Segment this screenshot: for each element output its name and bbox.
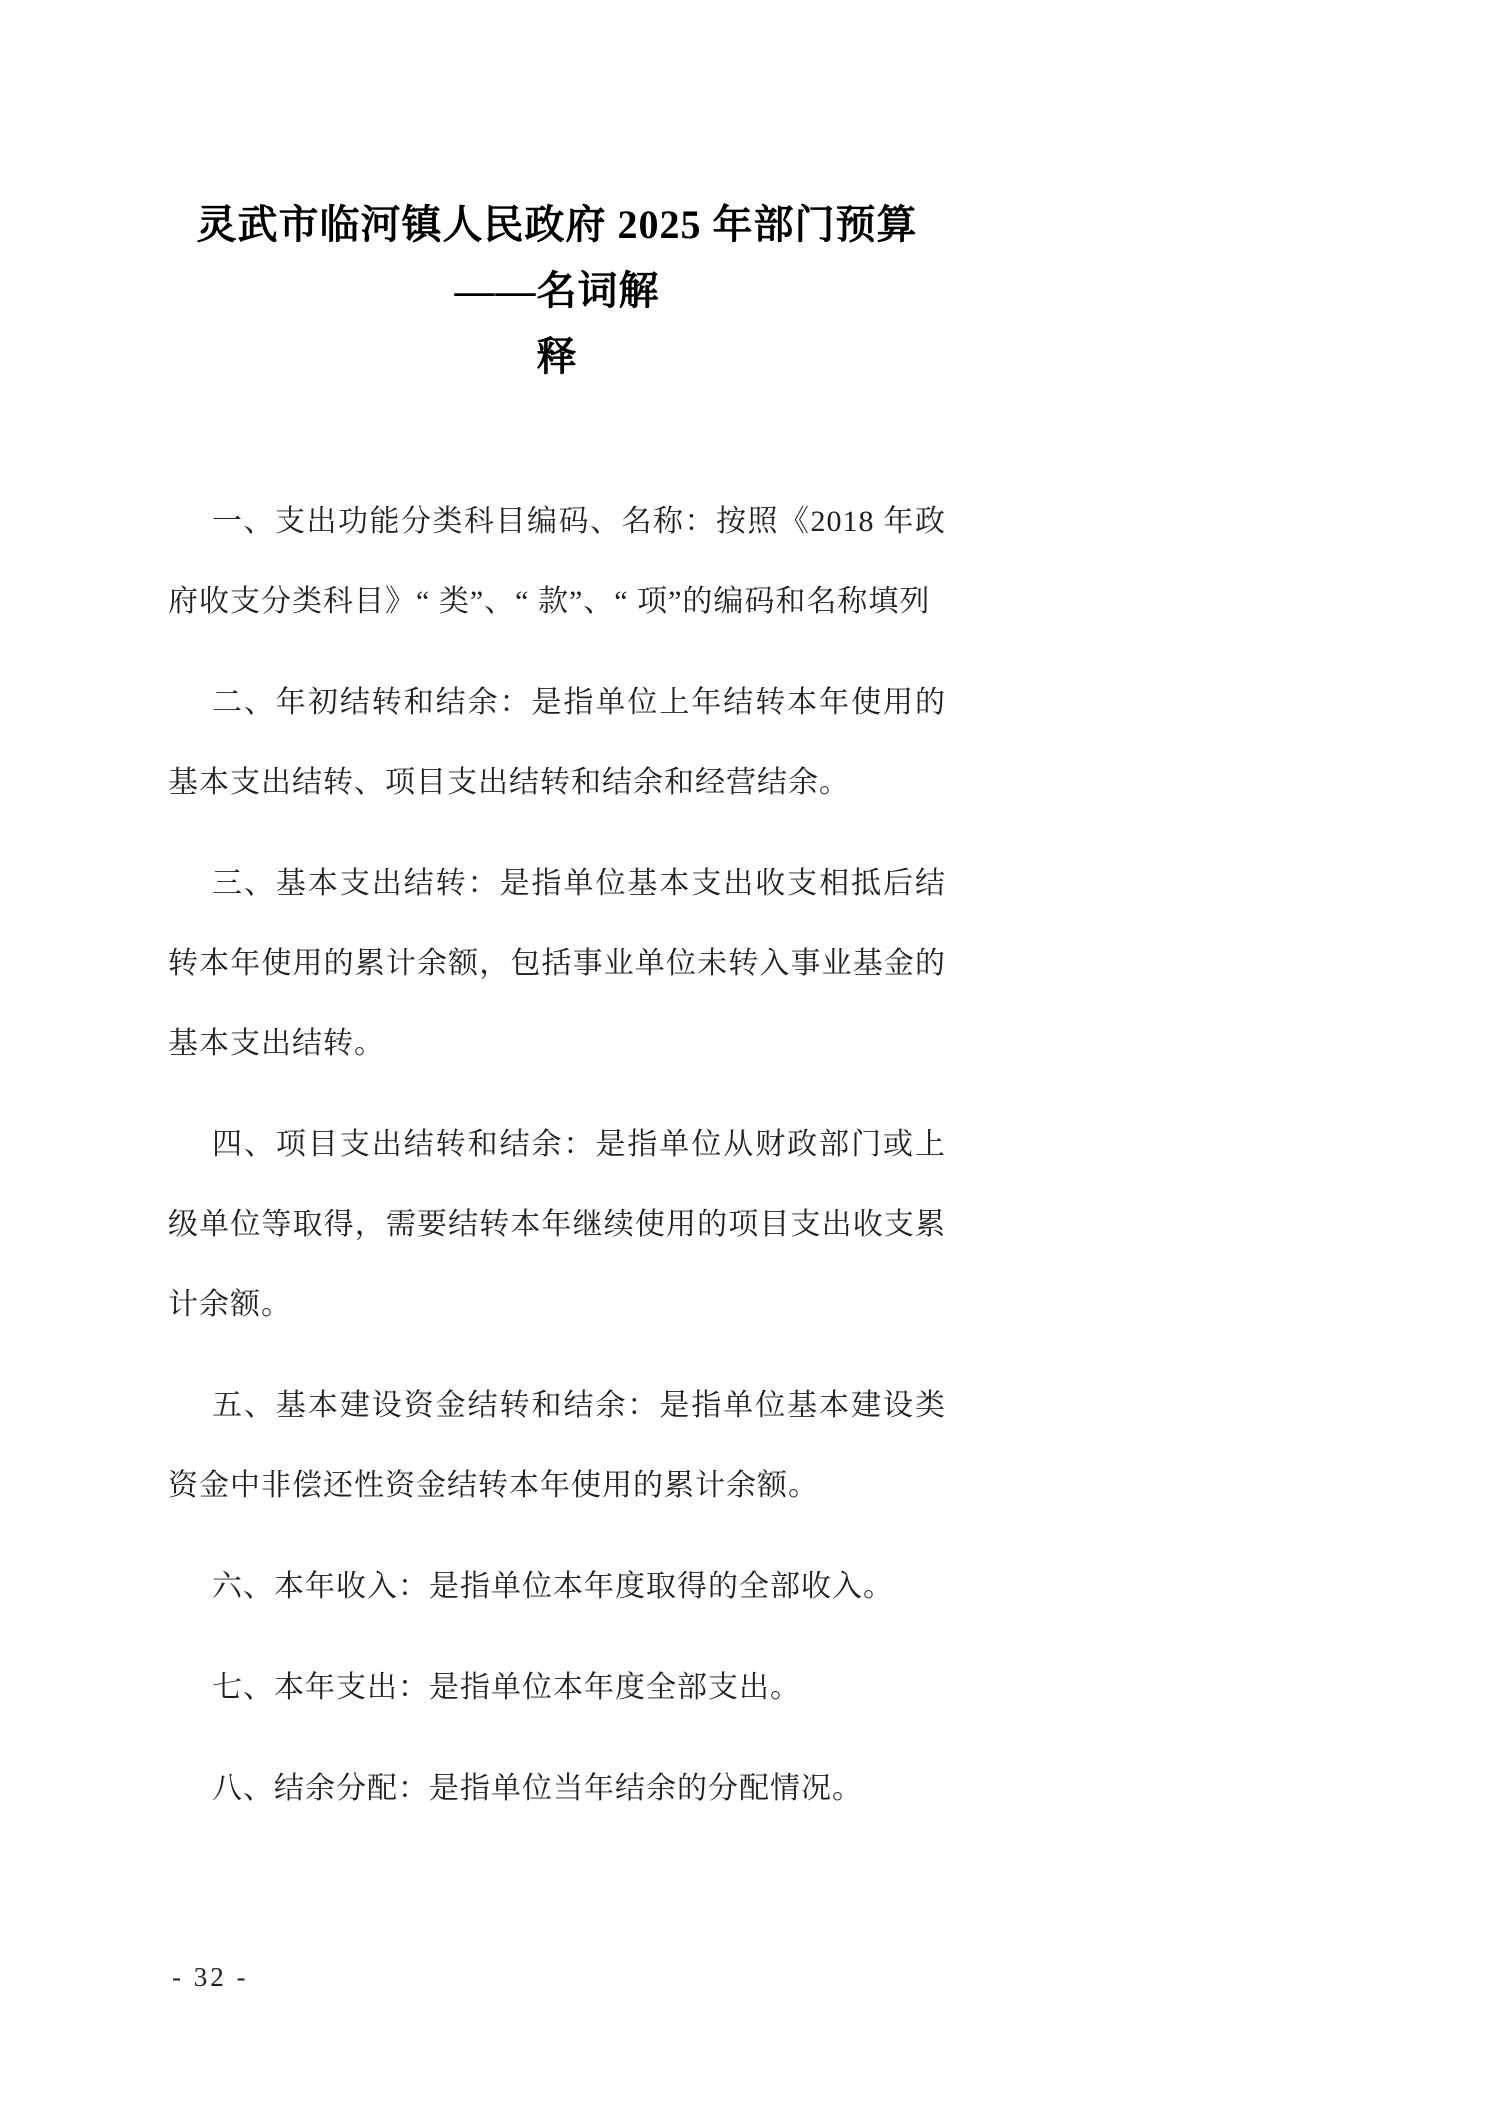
- title-line-2: 释: [536, 334, 578, 379]
- paragraph-definition-3: 三、基本支出结转：是指单位基本支出收支相抵后结转本年使用的累计余额，包括事业单位未转入事业基金的基本支出结转。: [168, 867, 946, 1060]
- paragraph-definition-5: 五、基本建设资金结转和结余：是指单位基本建设类资金中非偿还性资金结转本年使用的累计余额。: [168, 1389, 946, 1502]
- paragraph-definition-1: 一、支出功能分类科目编码、名称：按照《2018 年政府收支分类科目》“ 类”、“ 款”、“ 项”的编码和名称填列: [168, 505, 946, 618]
- title-line-1: 灵武市临河镇人民政府 2025 年部门预算——名词解: [196, 202, 918, 313]
- document-content: [168, 192, 946, 1850]
- paragraph-definition-4: 四、项目支出结转和结余：是指单位从财政部门或上级单位等取得，需要结转本年继续使用的项目支出收支累计余额。: [168, 1128, 946, 1321]
- paragraph-definition-6: 六、本年收入：是指单位本年度取得的全部收入。: [212, 1570, 894, 1603]
- document-title: [168, 192, 946, 390]
- paragraph-definition-7: 七、本年支出：是指单位本年度全部支出。: [212, 1671, 801, 1704]
- page-number: - 32 -: [172, 1962, 249, 1992]
- paragraph-definition-8: 八、结余分配：是指单位当年结余的分配情况。: [212, 1772, 863, 1805]
- paragraph-definition-2: 二、年初结转和结余：是指单位上年结转本年使用的基本支出结转、项目支出结转和结余和经营结余。: [168, 686, 946, 799]
